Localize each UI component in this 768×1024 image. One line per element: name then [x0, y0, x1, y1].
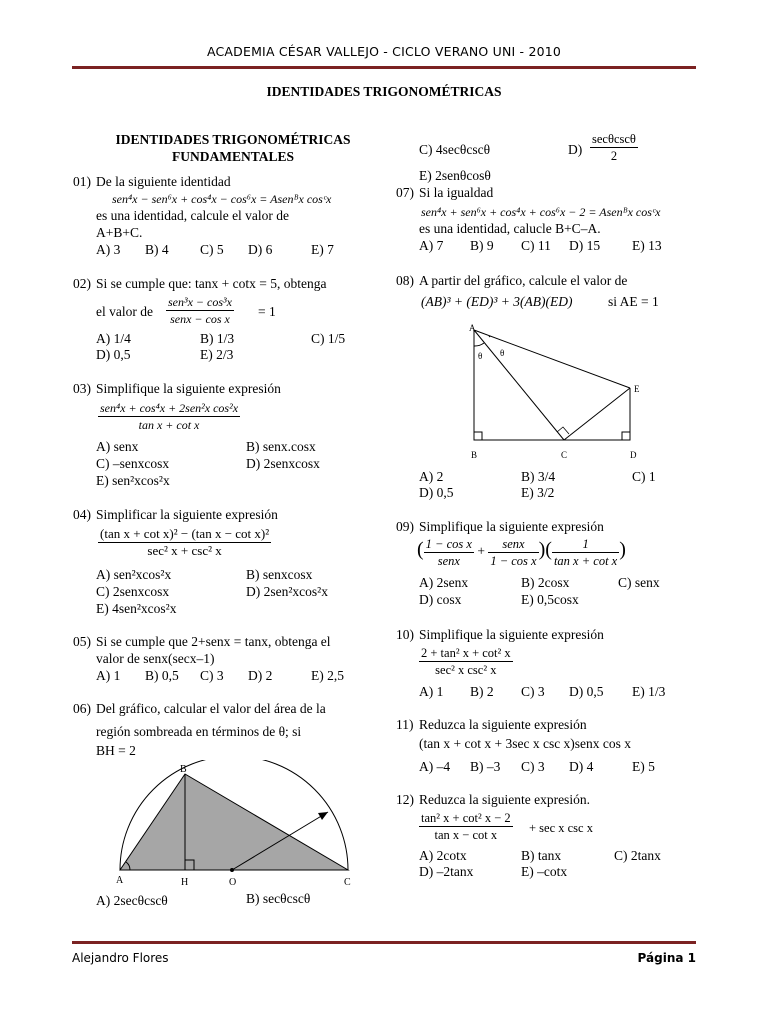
- q05-option-e: E) 2,5: [311, 668, 344, 683]
- footer-author: Alejandro Flores: [72, 951, 169, 965]
- q02-option-c: C) 1/5: [311, 331, 346, 346]
- q08-figure: [462, 318, 647, 458]
- q06-text3: BH = 2: [96, 743, 136, 758]
- q12-numerator: tan² x + cot² x − 2: [421, 811, 511, 825]
- q06-number: 06): [73, 701, 91, 716]
- q12-option-b: B) tanx: [521, 848, 562, 863]
- q03-option-b: B) senx.cosx: [246, 439, 316, 454]
- footer-page-number: Página 1: [637, 951, 696, 965]
- q10-number: 10): [396, 627, 414, 642]
- q03-option-e: E) sen²xcos²x: [96, 473, 170, 488]
- q02-lead: el valor de: [96, 304, 153, 319]
- q04-fraction: [98, 526, 271, 559]
- q10-option-b: B) 2: [470, 684, 494, 699]
- q04-option-a: A) sen²xcos²x: [96, 567, 172, 582]
- q05-option-c: C) 3: [200, 668, 224, 683]
- q11-number: 11): [396, 717, 414, 732]
- q08-label-b: B: [471, 450, 478, 460]
- q06-option-b: B) secθcscθ: [246, 891, 311, 906]
- q08-expression: (AB)³ + (ED)³ + 3(AB)(ED): [421, 294, 573, 309]
- q05-option-a: A) 1: [96, 668, 121, 683]
- footer-rule: [72, 941, 696, 944]
- q03-denominator: tan x + cot x: [98, 416, 240, 433]
- q03-number: 03): [73, 381, 91, 396]
- q12-option-a: A) 2cotx: [419, 848, 467, 863]
- q05-text: Si se cumple que 2+senx = tanx, obtenga el: [96, 634, 331, 649]
- q02-numerator: sen³x − cos³x: [168, 295, 232, 309]
- q06-d-numerator: secθcscθ: [592, 132, 636, 146]
- q08-label-d: D: [630, 450, 637, 460]
- q02-equals: = 1: [258, 304, 276, 319]
- q02-option-e: E) 2/3: [200, 347, 234, 362]
- q09-option-b: B) 2cosx: [521, 575, 570, 590]
- q02-option-d: D) 0,5: [96, 347, 131, 362]
- header-title: ACADEMIA CÉSAR VALLEJO - CICLO VERANO UNI - 2010: [206, 44, 562, 59]
- q04-option-d: D) 2sen²xcos²x: [246, 584, 328, 599]
- q01-option-e: E) 7: [311, 242, 334, 257]
- q09-f2-numerator: senx: [502, 537, 525, 551]
- q05-text2: valor de senx(secx–1): [96, 651, 215, 666]
- q06-label-h: H: [181, 877, 189, 888]
- q02-option-a: A) 1/4: [96, 331, 131, 346]
- q11-expression: (tan x + cot x + 3sec x csc x)senx cos x: [419, 736, 632, 751]
- q11-option-c: C) 3: [521, 759, 545, 774]
- q08-text: A partir del gráfico, calcule el valor de: [419, 273, 628, 288]
- q01-expression: sen⁴x − sen⁶x + cos⁴x − cos⁶x = Asenᴮx cosᶜx: [112, 192, 332, 206]
- q04-number: 04): [73, 507, 91, 522]
- q08-label-c: C: [561, 450, 568, 460]
- q01-text: De la siguiente identidad: [96, 174, 231, 189]
- q07-option-d: D) 15: [569, 238, 601, 253]
- q01-option-a: A) 3: [96, 242, 121, 257]
- q10-text: Simplifique la siguiente expresión: [419, 627, 604, 642]
- q06-text: Del gráfico, calcular el valor del área de la: [96, 701, 326, 716]
- q08-option-b: B) 3/4: [521, 469, 556, 484]
- q08-label-theta2: θ: [500, 348, 505, 358]
- q10-numerator: 2 + tan² x + cot² x: [421, 646, 511, 660]
- q01-number: 01): [73, 174, 91, 189]
- q08-option-d: D) 0,5: [419, 485, 454, 500]
- q04-option-b: B) senxcosx: [246, 567, 313, 582]
- q08-label-e: E: [634, 384, 640, 394]
- q03-option-c: C) –senxcosx: [96, 456, 170, 471]
- q08-condition: si AE = 1: [608, 294, 659, 309]
- q11-option-b: B) –3: [470, 759, 501, 774]
- q07-option-c: C) 11: [521, 238, 551, 253]
- q06-option-d-fraction: [590, 131, 638, 164]
- q03-fraction: [98, 400, 240, 433]
- q04-option-e: E) 4sen²xcos²x: [96, 601, 177, 616]
- q01-text2: es una identidad, calcule el valor de: [96, 208, 290, 223]
- q06-d-denominator: 2: [590, 147, 638, 164]
- q08-label-a: A: [469, 323, 476, 333]
- q12-text: Reduzca la siguiente expresión.: [419, 792, 590, 807]
- q09-f1-numerator: 1 − cos x: [425, 537, 472, 551]
- q01-text3: A+B+C.: [96, 225, 143, 240]
- q08-option-a: A) 2: [419, 469, 444, 484]
- q09-option-c: C) senx: [618, 575, 660, 590]
- q06-label-c: C: [344, 877, 351, 888]
- q10-option-e: E) 1/3: [632, 684, 666, 699]
- q01-option-b: B) 4: [145, 242, 169, 257]
- q10-option-c: C) 3: [521, 684, 545, 699]
- q12-option-e: E) –cotx: [521, 864, 568, 879]
- q02-number: 02): [73, 276, 91, 291]
- q10-option-d: D) 0,5: [569, 684, 604, 699]
- q04-option-c: C) 2senxcosx: [96, 584, 170, 599]
- q10-option-a: A) 1: [419, 684, 444, 699]
- q12-option-d: D) –2tanx: [419, 864, 474, 879]
- q01-option-d: D) 6: [248, 242, 273, 257]
- section-title-2: FUNDAMENTALES: [171, 149, 294, 164]
- q07-number: 07): [396, 185, 414, 200]
- q02-fraction: [166, 294, 234, 327]
- q09-expression: ( $\frac{\text{1 − cos x}}{\text{senx}}$ + $\frac{\text{senx}}{\text{1 − cos x}}$ )( $\frac{1}{\text{tan x + cot x}}$ ): [417, 537, 626, 568]
- q06-option-c: C) 4secθcscθ: [419, 142, 491, 157]
- q06-text2: región sombreada en términos de θ; si: [96, 724, 302, 739]
- q03-numerator: sen⁴x + cos⁴x + 2sen²x cos²x: [100, 401, 239, 415]
- q11-text: Reduzca la siguiente expresión: [419, 717, 587, 732]
- q09-option-a: A) 2senx: [419, 575, 469, 590]
- q06-figure: [108, 760, 360, 888]
- q08-option-e: E) 3/2: [521, 485, 555, 500]
- q12-denominator: tan x − cot x: [419, 826, 513, 843]
- q09-option-d: D) cosx: [419, 592, 462, 607]
- section-title-1: IDENTIDADES TRIGONOMÉTRICAS: [115, 132, 351, 147]
- q07-text: Si la igualdad: [419, 185, 494, 200]
- q09-text: Simplifique la siguiente expresión: [419, 519, 604, 534]
- q08-label-theta1: θ: [478, 351, 483, 361]
- q04-numerator: (tan x + cot x)² − (tan x − cot x)²: [100, 526, 270, 541]
- q05-option-d: D) 2: [248, 668, 273, 683]
- q11-option-e: E) 5: [632, 759, 655, 774]
- q09-number: 09): [396, 519, 414, 534]
- q06-label-b: B: [180, 764, 187, 775]
- q12-number: 12): [396, 792, 414, 807]
- q06-label-o: O: [229, 877, 237, 888]
- q12-tail: + sec x csc x: [529, 821, 593, 835]
- q09-f2-denominator: 1 − cos x: [490, 554, 537, 568]
- q06-option-d: D): [568, 142, 583, 157]
- q07-expression: sen⁴x + sen⁶x + cos⁴x + cos⁶x − 2 = Asenᴮx cosᶜx: [421, 205, 661, 219]
- q09-f1-denominator: senx: [424, 552, 474, 569]
- q09-option-e: E) 0,5cosx: [521, 592, 579, 607]
- q07-option-e: E) 13: [632, 238, 662, 253]
- q02-denominator: senx − cos x: [166, 310, 234, 327]
- q08-option-c: C) 1: [632, 469, 656, 484]
- q06-option-a: A) 2secθcscθ: [96, 893, 168, 908]
- q07-text2: es una identidad, calucle B+C–A.: [419, 221, 601, 236]
- q08-number: 08): [396, 273, 414, 288]
- q11-option-a: A) –4: [419, 759, 451, 774]
- q07-option-a: A) 7: [419, 238, 444, 253]
- q09-f3-numerator: 1: [582, 537, 589, 551]
- q01-option-c: C) 5: [200, 242, 224, 257]
- q03-text: Simplifique la siguiente expresión: [96, 381, 281, 396]
- q02-text: Si se cumple que: tanx + cotx = 5, obtenga: [96, 276, 327, 291]
- q10-denominator: sec² x csc² x: [419, 661, 513, 678]
- q12-fraction: [419, 810, 513, 843]
- document-title: IDENTIDADES TRIGONOMÉTRICAS: [266, 84, 502, 99]
- q10-fraction: [419, 645, 513, 678]
- q02-option-b: B) 1/3: [200, 331, 235, 346]
- q11-option-d: D) 4: [569, 759, 594, 774]
- q05-option-b: B) 0,5: [145, 668, 179, 683]
- q03-option-a: A) senx: [96, 439, 139, 454]
- q07-option-b: B) 9: [470, 238, 494, 253]
- q03-option-d: D) 2senxcosx: [246, 456, 320, 471]
- q12-option-c: C) 2tanx: [614, 848, 661, 863]
- q06-label-a: A: [116, 875, 124, 886]
- q04-text: Simplificar la siguiente expresión: [96, 507, 278, 522]
- header-rule: [72, 66, 696, 69]
- q06-option-e: E) 2senθcosθ: [419, 168, 491, 183]
- q09-f3-denominator: tan x + cot x: [553, 554, 618, 568]
- q04-denominator: sec² x + csc² x: [98, 542, 271, 559]
- q05-number: 05): [73, 634, 91, 649]
